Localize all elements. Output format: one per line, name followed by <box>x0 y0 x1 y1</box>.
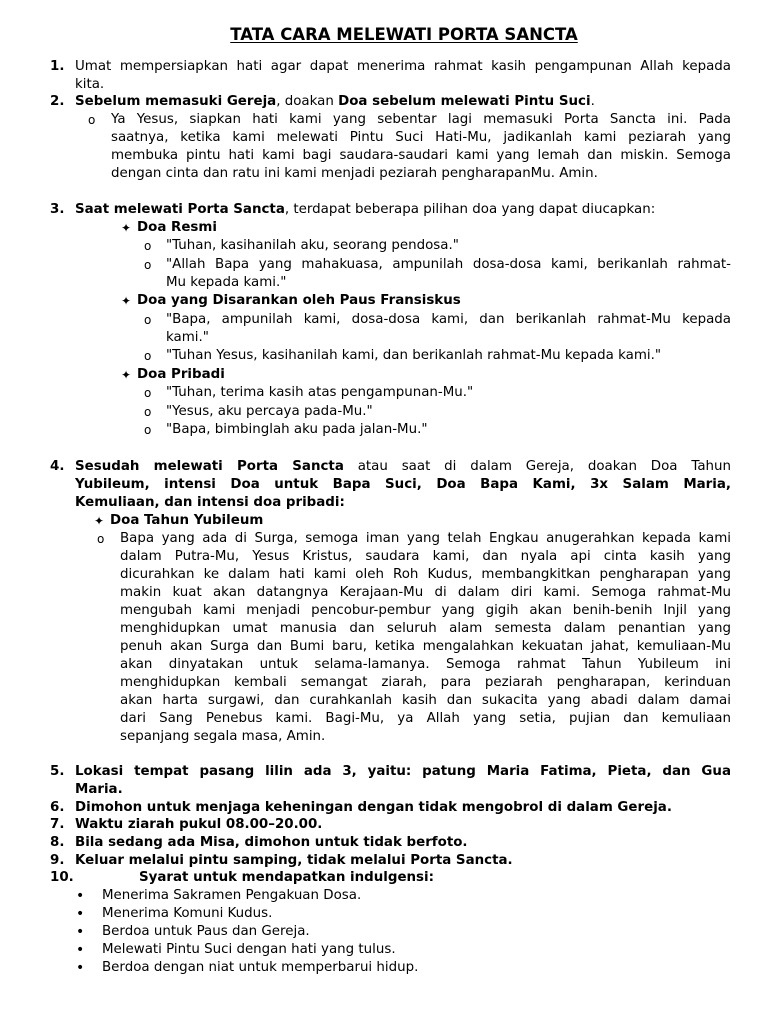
dot-bullet-icon: • <box>76 960 85 976</box>
item-number: 2. <box>50 94 65 109</box>
item-8-text: Bila sedang ada Misa, dimohon untuk tidak berfoto. <box>75 835 468 850</box>
prayer-option: "Bapa, ampunilah kami, dosa-dosa kami, dan berikanlah rahmat-Mu kepada <box>166 312 731 327</box>
circle-bullet-icon: o <box>144 349 152 363</box>
jubilee-prayer-line: akan dinyatakan untuk selama-lamanya. Semoga rahmat Tahun Yubileum ini <box>120 657 731 672</box>
prayer-line: dengan cinta dan ratu ini kami menjadi peziarah pengharapanMu. Amin. <box>111 166 598 181</box>
star-bullet-icon: ✦ <box>121 368 132 382</box>
item-2-text-a: , doakan <box>276 94 339 109</box>
item-1-text-cont: kita. <box>75 77 105 92</box>
jubilee-prayer-line: mengubah kami menjadi pencobur-pembur yang gigih akan benih-benih Injil yang <box>120 603 731 618</box>
circle-bullet-icon: o <box>144 386 152 400</box>
circle-bullet-icon: o <box>144 258 152 272</box>
dot-bullet-icon: • <box>76 906 85 922</box>
circle-bullet-icon: o <box>97 532 105 546</box>
circle-bullet-icon: o <box>144 313 152 327</box>
item-4-text: atau saat di dalam Gereja, doakan Doa Tahun <box>343 459 731 474</box>
page-title: TATA CARA MELEWATI PORTA SANCTA <box>230 25 578 44</box>
prayer-option: "Tuhan, terima kasih atas pengampunan-Mu." <box>166 385 474 400</box>
jubilee-prayer-line: penuh akan Surga dan Bumi baru, ketika mengalahkan kekuatan jahat, kemuliaan-Mu <box>120 639 731 654</box>
jubilee-prayer-line: menghidupkan kembali semangat ziarah, para peziarah pengharapan, kerinduan <box>120 675 731 690</box>
jubilee-prayer-line: akan harta surgawi, dan curahkanlah kasih dan sukacita yang abadi dalam damai <box>120 693 731 708</box>
dot-bullet-icon: • <box>76 942 85 958</box>
requirement-item: Menerima Sakramen Pengakuan Dosa. <box>102 888 362 903</box>
item-number: 3. <box>50 202 65 217</box>
group-doa-resmi: Doa Resmi <box>137 220 217 235</box>
star-bullet-icon: ✦ <box>94 514 105 528</box>
item-10-heading: Syarat untuk mendapatkan indulgensi: <box>139 870 434 885</box>
jubilee-prayer-line: dari Sang Penebus kami. Bagi-Mu, ya Allah yang setia, pujian dan kemuliaan <box>120 711 731 726</box>
item-number: 7. <box>50 817 65 832</box>
group-doa-paus: Doa yang Disarankan oleh Paus Fransiskus <box>137 293 461 308</box>
item-2-text-b: . <box>590 94 595 109</box>
prayer-option: "Bapa, bimbinglah aku pada jalan-Mu." <box>166 422 428 437</box>
item-number: 9. <box>50 853 65 868</box>
item-2-heading <box>75 93 595 111</box>
item-9-text: Keluar melalui pintu samping, tidak melalui Porta Sancta. <box>75 853 513 868</box>
prayer-option-cont: kami." <box>166 330 209 345</box>
requirement-item: Berdoa untuk Paus dan Gereja. <box>102 924 310 939</box>
circle-bullet-icon: o <box>144 405 152 419</box>
item-3-bold: Saat melewati Porta Sancta <box>75 202 285 217</box>
jubilee-prayer-line: menghidupkan umat manusia dan seluruh alam semesta dalam penantian yang <box>120 621 731 636</box>
item-7-text: Waktu ziarah pukul 08.00–20.00. <box>75 817 323 832</box>
jubilee-prayer-line: sepanjang segala masa, Amin. <box>120 729 326 744</box>
prayer-line: Ya Yesus, siapkan hati kami yang sebentar lagi memasuki Porta Sancta ini. Pada <box>111 112 731 127</box>
dot-bullet-icon: • <box>76 888 85 904</box>
circle-bullet-icon: o <box>144 239 152 253</box>
prayer-option: "Yesus, aku percaya pada-Mu." <box>166 404 373 419</box>
group-doa-pribadi: Doa Pribadi <box>137 367 225 382</box>
requirement-item: Berdoa dengan niat untuk memperbarui hidup. <box>102 960 419 975</box>
item-number: 8. <box>50 835 65 850</box>
item-4-heading-cont: Yubileum, intensi Doa untuk Bapa Suci, Doa Bapa Kami, 3x Salam Maria, <box>75 477 731 492</box>
item-4-heading-cont: Kemuliaan, dan intensi doa pribadi: <box>75 495 345 510</box>
item-6-text: Dimohon untuk menjaga keheningan dengan tidak mengobrol di dalam Gereja. <box>75 800 672 815</box>
prayer-line: membuka pintu hati kami bagi saudara-saudari kami yang lemah dan miskin. Semoga <box>111 148 731 163</box>
item-2-bold-b: Doa sebelum melewati Pintu Suci <box>338 94 591 109</box>
dot-bullet-icon: • <box>76 924 85 940</box>
circle-bullet-icon: o <box>88 113 96 127</box>
item-5-text-cont: Maria. <box>75 782 123 797</box>
jubilee-prayer-line: makin kuat akan datangnya Kerajaan-Mu di dalam diri kami. Semoga rahmat-Mu <box>120 585 731 600</box>
item-number: 5. <box>50 764 65 779</box>
requirement-item: Melewati Pintu Suci dengan hati yang tulus. <box>102 942 396 957</box>
item-3-text: , terdapat beberapa pilihan doa yang dapat diucapkan: <box>284 202 656 217</box>
prayer-option: "Tuhan, kasihanilah aku, seorang pendosa." <box>166 238 459 253</box>
item-2-bold-a: Sebelum memasuki Gereja <box>75 94 277 109</box>
item-4-heading <box>75 458 731 476</box>
star-bullet-icon: ✦ <box>121 221 132 235</box>
jubilee-prayer-line: dicurahkan ke dalam hati kami oleh Roh Kudus, membangkitkan pengharapan yang <box>120 567 731 582</box>
prayer-option-cont: Mu kepada kami." <box>166 275 287 290</box>
jubilee-prayer-line: Bapa yang ada di Surga, semoga iman yang telah Engkau anugerahkan kepada kami <box>120 531 731 546</box>
circle-bullet-icon: o <box>144 423 152 437</box>
item-5-text: Lokasi tempat pasang lilin ada 3, yaitu: patung Maria Fatima, Pieta, dan Gua <box>75 764 731 779</box>
star-bullet-icon: ✦ <box>121 294 132 308</box>
item-number: 10. <box>50 870 74 885</box>
item-3-heading <box>75 201 655 219</box>
item-4-bold: Sesudah melewati Porta Sancta <box>75 459 344 474</box>
item-number: 1. <box>50 59 65 74</box>
item-number: 4. <box>50 459 65 474</box>
jubilee-prayer-line: dalam Putra-Mu, Yesus Kristus, saudara kami, dan nyala api cinta kasih yang <box>120 549 731 564</box>
prayer-line: saatnya, ketika kami melewati Pintu Suci Hati-Mu, jadikanlah kami peziarah yang <box>111 130 731 145</box>
item-number: 6. <box>50 800 65 815</box>
requirement-item: Menerima Komuni Kudus. <box>102 906 273 921</box>
prayer-option: "Allah Bapa yang mahakuasa, ampunilah dosa-dosa kami, berikanlah rahmat- <box>166 257 731 272</box>
item-1-text: Umat mempersiapkan hati agar dapat menerima rahmat kasih pengampunan Allah kepada <box>75 59 731 74</box>
group-doa-yubileum: Doa Tahun Yubileum <box>110 513 264 528</box>
prayer-option: "Tuhan Yesus, kasihanilah kami, dan berikanlah rahmat-Mu kepada kami." <box>166 348 662 363</box>
